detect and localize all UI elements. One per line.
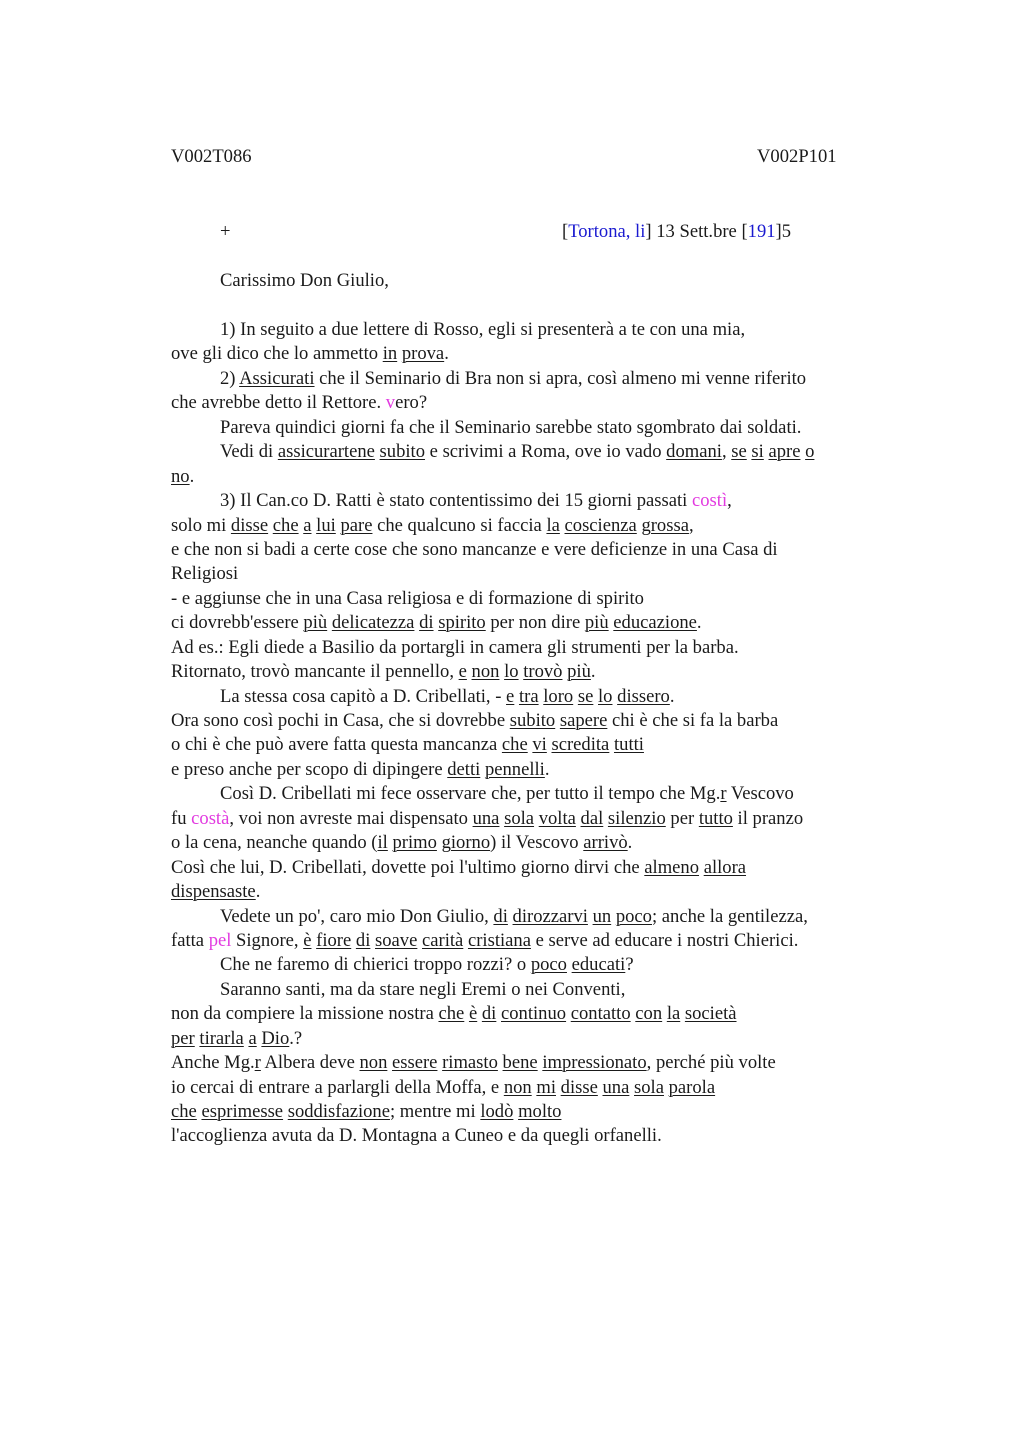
date-middle: ] 13 Sett.bre [ [645,221,748,242]
underlined-text: Dio [261,1027,290,1049]
text-line [171,342,901,366]
underlined-text: grossa [641,514,689,536]
underlined-text: rimasto [442,1052,498,1074]
text-segment: La stessa cosa capitò a D. Cribellati, - [220,685,507,707]
underlined-text: o [805,441,815,463]
underlined-text: che [438,1003,465,1025]
text-line [171,758,901,782]
underlined-text: poco [615,905,652,927]
text-segment: Signore, [231,929,304,951]
date-bracket-close: ]5 [775,221,792,242]
underlined-text: contatto [570,1003,631,1025]
text-segment: ) il Vescovo [490,832,584,854]
underlined-text: una [602,1076,630,1098]
underlined-text: domani [666,441,722,463]
underlined-text: Assicurati [239,367,315,389]
text-segment: e che non si badi a certe cose che sono mancanze e vere deficienze in una Casa di [171,538,778,560]
underlined-text: disse [560,1076,598,1098]
text-segment: fatta [171,929,209,951]
underlined-text: di [419,612,434,634]
underlined-text: educati [571,954,626,976]
text-segment: . [590,661,596,683]
underlined-text: r [254,1052,261,1074]
text-segment: che il Seminario di Bra non si apra, così almeno mi venne riferito [314,367,807,389]
underlined-text: subito [379,441,426,463]
text-segment: Così D. Cribellati mi fece osservare che, per tutto il tempo che Mg. [220,783,721,805]
underlined-text: non [503,1076,532,1098]
text-line [171,1100,901,1124]
underlined-text: dal [580,807,604,829]
underlined-text: che [272,514,299,536]
underlined-text: scredita [551,734,610,756]
underlined-text: sola [634,1076,664,1098]
header-right-code: V002P101 [757,146,837,167]
text-segment: non da compiere la missione nostra [171,1003,439,1025]
underlined-text: la [546,514,560,536]
underlined-text: soddisfazione [287,1101,390,1122]
text-segment: Vescovo [726,783,794,805]
letter-greeting: Carissimo Don Giulio, [220,270,389,291]
underlined-text: dirozzarvi [512,905,588,927]
text-segment: . [255,881,261,903]
text-line [171,489,901,513]
text-segment: Saranno santi, ma da stare negli Eremi o nei Conventi, [220,978,626,1000]
underlined-text: silenzio [607,807,666,829]
underlined-text: pennelli [484,758,545,780]
underlined-text: allora [703,856,747,878]
text-segment: che avrebbe detto il Rettore. [171,392,386,414]
underlined-text: di [481,1003,497,1025]
underlined-text: e [458,661,467,683]
text-line [171,953,901,977]
text-segment: . [696,612,702,634]
underlined-text: società [684,1003,737,1025]
underlined-text: spirito [438,612,486,634]
dateline [562,221,791,243]
underlined-text: dispensaste [171,881,256,903]
highlighted-text: costì [692,490,728,512]
text-line [171,782,901,806]
underlined-text: la [666,1003,681,1025]
underlined-text: impressionato [542,1052,647,1074]
underlined-text: se [731,441,747,463]
text-segment: Ad es.: Egli diede a Basilio da portargli in camera gli strumenti per la barba. [171,636,739,658]
underlined-text: educazione [613,612,697,634]
text-segment: o chi è che può avere fatta questa mancanza [171,734,502,756]
underlined-text: vi [532,734,547,756]
highlighted-text: costà [191,807,230,829]
underlined-text: con [635,1003,663,1025]
highlighted-text: pel [208,929,232,951]
underlined-text: apre [768,441,801,463]
underlined-text: bene [502,1052,538,1074]
underlined-text: giorno [441,832,491,854]
text-line [171,1124,901,1148]
underlined-text: non [359,1052,388,1074]
underlined-text: volta [538,807,576,829]
text-line [171,978,901,1002]
text-line [171,562,901,586]
underlined-text: sapere [559,710,608,731]
underlined-text: è [468,1003,478,1025]
underlined-text: delicatezza [331,612,415,634]
underlined-text: lui [316,514,336,536]
header-left-code: V002T086 [171,146,252,167]
text-line [171,660,901,684]
text-segment: . [669,685,675,707]
text-line [171,465,901,489]
text-segment: che qualcuno si faccia [372,514,547,536]
text-line [171,514,901,538]
text-segment: l'accoglienza avuta da D. Montagna a Cuneo e da quegli orfanelli. [171,1125,662,1147]
text-line [171,636,901,660]
text-segment: per non dire [485,612,585,634]
text-line [171,538,901,562]
text-segment: . [544,758,550,780]
underlined-text: fiore [316,929,352,951]
underlined-text: poco [530,954,567,976]
text-segment: 3) Il Can.co D. Ratti è stato contentissimo dei 15 giorni passati [220,490,692,512]
text-segment: 1) In seguito a due lettere di Rosso, egli si presenterà a te con una mia, [220,319,746,340]
underlined-text: più [567,661,591,683]
underlined-text: non [471,661,500,683]
text-segment: , perché più volte [646,1052,776,1074]
text-segment: Religiosi [171,563,239,585]
underlined-text: primo [392,832,437,854]
text-line [171,807,901,831]
underlined-text: una [472,807,500,829]
text-segment: fu [171,807,192,829]
underlined-text: r [720,783,727,805]
underlined-text: sola [504,807,535,829]
underlined-text: in [382,343,398,365]
underlined-text: lo [504,661,519,683]
text-line [171,685,901,709]
text-segment: Vedi di [220,441,278,463]
underlined-text: se [577,685,594,707]
text-segment: Vedete un po', caro mio Don Giulio, [220,905,494,927]
underlined-text: cristiana [467,929,531,951]
underlined-text: essere [392,1052,438,1074]
text-line [171,856,901,880]
text-segment: ci dovrebb'essere [171,612,304,634]
underlined-text: dissero [617,685,670,707]
text-segment: Pareva quindici giorni fa che il Seminario sarebbe stato sgombrato dai soldati. [220,416,802,438]
underlined-text: tirarla [199,1027,244,1049]
text-segment: , [721,441,732,463]
text-segment: Albera deve [260,1052,360,1074]
underlined-text: soave [375,929,418,951]
text-segment: e serve ad educare i nostri Chierici. [530,929,799,951]
underlined-text: coscienza [564,514,637,536]
underlined-text: parola [668,1076,716,1098]
date-year-part: 191 [747,221,776,242]
text-segment: per [665,807,699,829]
text-segment: io cercai di entrare a parlargli della Moffa, e [171,1076,504,1098]
underlined-text: subito [509,710,556,731]
underlined-text: di [355,929,371,951]
underlined-text: assicurartene [277,441,375,463]
text-line [171,1027,901,1051]
underlined-text: no [171,465,190,487]
text-segment: Che ne faremo di chierici troppo rozzi? o [220,954,531,976]
underlined-text: molto [518,1101,562,1122]
text-segment: . [627,832,633,854]
underlined-text: tutti [613,734,644,756]
text-line [171,391,901,415]
text-segment: Ora sono così pochi in Casa, che si dovrebbe [171,710,510,731]
underlined-text: lo [598,685,613,707]
text-segment: e scrivimi a Roma, ove io vado [425,441,667,463]
text-segment: ; mentre mi [389,1101,481,1122]
underlined-text: carità [422,929,464,951]
underlined-text: è [303,929,312,951]
highlighted-text: v [385,392,396,414]
underlined-text: il [377,832,388,854]
text-segment: e preso anche per scopo di dipingere [171,758,448,780]
text-line [171,929,901,953]
text-segment: ; anche la gentilezza, [651,905,808,927]
cross-mark: + [220,221,231,242]
text-segment: , voi non avreste mai dispensato [229,807,473,829]
date-place: Tortona, li [568,221,646,242]
underlined-text: lodò [480,1101,514,1122]
text-line [171,587,901,611]
underlined-text: si [751,441,764,463]
underlined-text: trovò [523,661,563,683]
text-segment: .? [289,1027,303,1049]
text-line [171,831,901,855]
text-segment: , [688,514,694,536]
text-segment: ? [625,954,634,976]
underlined-text: loro [543,685,574,707]
underlined-text: mi [536,1076,556,1098]
text-line [171,611,901,635]
text-line [171,318,901,342]
underlined-text: più [584,612,609,634]
underlined-text: tra [518,685,539,707]
underlined-text: di [493,905,508,927]
text-segment: , [727,490,732,512]
text-line [171,1051,901,1075]
text-segment: . [444,343,449,365]
underlined-text: che [501,734,528,756]
text-segment: o la cena, neanche quando ( [171,832,378,854]
text-segment: - e aggiunse che in una Casa religiosa e di formazione di spirito [171,587,644,609]
text-segment: Così che lui, D. Cribellati, dovette poi l'ultimo giorno dirvi che [171,856,645,878]
text-line [171,905,901,929]
text-line [171,367,901,391]
text-segment: ove gli dico che lo ammetto [171,343,383,365]
letter-body [171,318,901,1149]
text-segment: il pranzo [732,807,804,829]
text-line [171,880,901,904]
underlined-text: pare [340,514,373,536]
underlined-text: tutto [698,807,733,829]
underlined-text: disse [230,514,269,536]
text-segment: ero? [395,392,428,414]
text-line [171,733,901,757]
text-line [171,709,901,733]
text-segment: Anche Mg. [171,1052,255,1074]
underlined-text: che [171,1101,197,1122]
text-line [171,416,901,440]
underlined-text: prova [401,343,445,365]
text-segment: Ritornato, trovò mancante il pennello, [171,661,459,683]
text-segment: solo mi [171,514,231,536]
underlined-text: almeno [644,856,700,878]
text-segment: 2) [220,367,240,389]
underlined-text: detti [447,758,481,780]
text-line [171,1002,901,1026]
text-segment: chi è che si fa la barba [607,710,779,731]
date-bracket-open: [ [562,221,569,242]
underlined-text: per [171,1027,195,1049]
underlined-text: esprimesse [201,1101,284,1122]
underlined-text: e [506,685,515,707]
underlined-text: un [592,905,612,927]
underlined-text: più [303,612,328,634]
underlined-text: a [248,1027,257,1049]
underlined-text: continuo [501,1003,567,1025]
text-line [171,440,901,464]
underlined-text: arrivò [583,832,628,854]
underlined-text: a [303,514,312,536]
text-segment: . [189,465,195,487]
text-line [171,1076,901,1100]
